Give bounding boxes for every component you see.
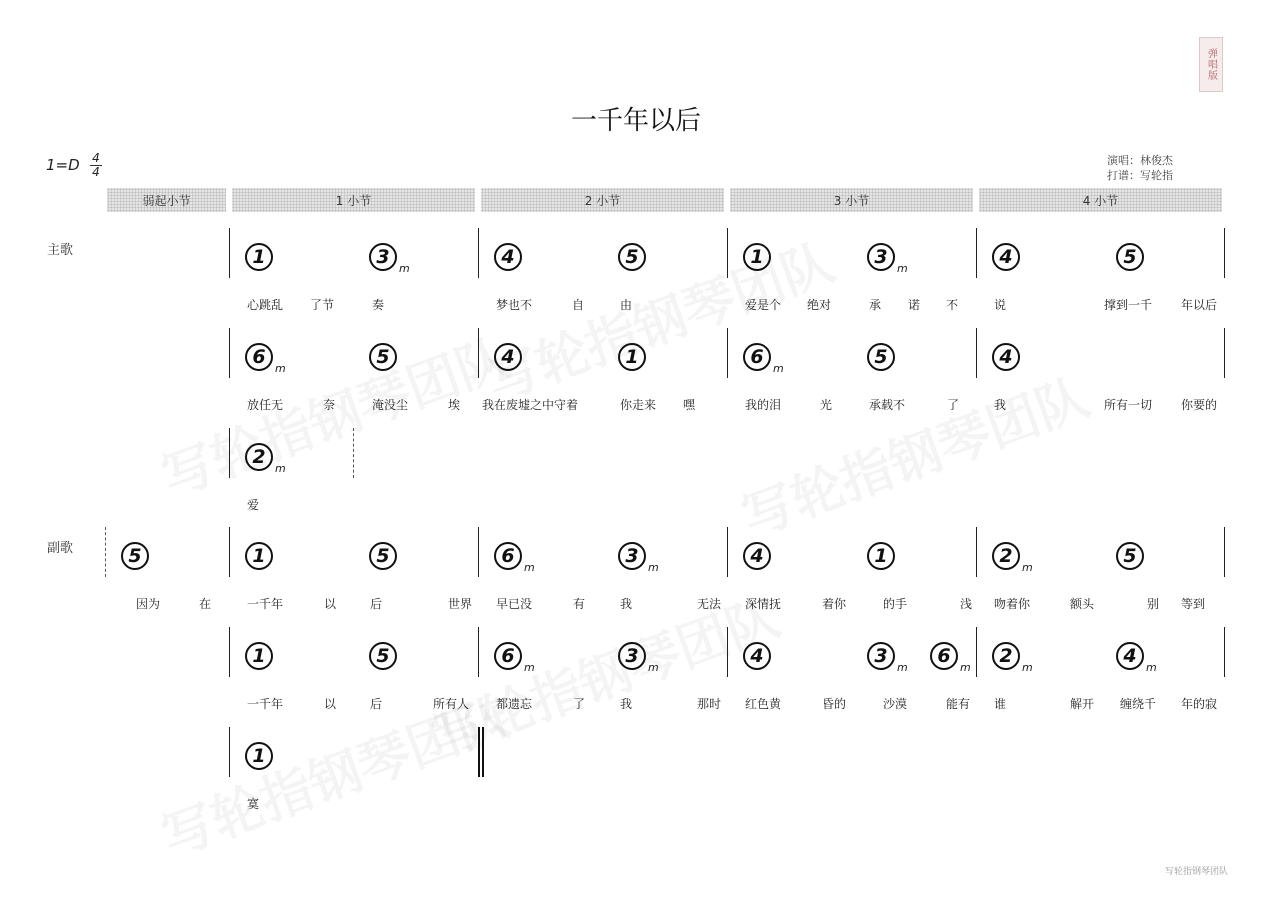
jianpu-note: 6 <box>743 343 771 371</box>
lyric-text: 无法 <box>697 597 722 611</box>
barline <box>478 727 480 777</box>
lyric-text: 能有 <box>946 697 971 711</box>
lyric-text: 了 <box>573 697 586 711</box>
lyric-text: 昏的 <box>822 697 847 711</box>
lyric-text: 吻着你 <box>994 597 1031 611</box>
minor-mark: m <box>524 561 535 574</box>
barline <box>229 627 230 677</box>
measure-header-3: 3 小节 <box>730 188 973 212</box>
lyric-text: 承载不 <box>869 398 906 412</box>
barline <box>976 228 977 278</box>
lyric-text: 承 <box>869 298 882 312</box>
barline <box>478 627 479 677</box>
lyric-text: 都遗忘 <box>496 697 533 711</box>
minor-mark: m <box>960 661 971 674</box>
lyric-text: 埃 <box>448 398 461 412</box>
lyric-text: 我在废墟之中守着 <box>482 398 579 412</box>
lyric-text: 了 <box>947 398 960 412</box>
jianpu-note: 4 <box>494 243 522 271</box>
lyric-text: 梦也不 <box>496 298 533 312</box>
minor-mark: m <box>1022 661 1033 674</box>
lyric-text: 以 <box>324 597 337 611</box>
jianpu-note: 6 <box>494 542 522 570</box>
jianpu-note: 1 <box>245 742 273 770</box>
lyric-text: 着你 <box>822 597 847 611</box>
lyric-text: 我 <box>620 697 633 711</box>
lyric-text: 在 <box>199 597 212 611</box>
time-signature-top: 4 <box>92 151 100 165</box>
lyric-text: 奏 <box>372 298 385 312</box>
lyric-text: 的手 <box>883 597 908 611</box>
jianpu-note: 4 <box>1116 642 1144 670</box>
lyric-text: 以 <box>324 697 337 711</box>
barline <box>727 527 728 577</box>
transcriber-credit: 打谱：写轮指 <box>1107 169 1173 182</box>
barline <box>976 527 977 577</box>
jianpu-note: 5 <box>618 243 646 271</box>
lyric-text: 你要的 <box>1181 398 1218 412</box>
jianpu-note: 1 <box>743 243 771 271</box>
jianpu-note: 2 <box>992 642 1020 670</box>
jianpu-note: 4 <box>992 243 1020 271</box>
minor-mark: m <box>897 661 908 674</box>
lyric-text: 说 <box>994 298 1007 312</box>
lyric-text: 后 <box>370 597 383 611</box>
barline <box>1224 328 1225 378</box>
lyric-text: 自 <box>572 298 585 312</box>
minor-mark: m <box>897 262 908 275</box>
lyric-text: 由 <box>620 298 633 312</box>
barline <box>1224 527 1225 577</box>
jianpu-note: 3 <box>618 642 646 670</box>
jianpu-note: 4 <box>494 343 522 371</box>
jianpu-note: 4 <box>992 343 1020 371</box>
jianpu-note: 5 <box>369 542 397 570</box>
jianpu-note: 5 <box>1116 542 1144 570</box>
barline <box>229 228 230 278</box>
lyric-text: 世界 <box>448 597 473 611</box>
lyric-text: 了节 <box>310 298 335 312</box>
minor-mark: m <box>1022 561 1033 574</box>
lyric-text: 别 <box>1147 597 1160 611</box>
lyric-text: 年以后 <box>1181 298 1218 312</box>
lyric-text: 嘿 <box>683 398 696 412</box>
lyric-text: 放任无 <box>247 398 284 412</box>
lyric-text: 心跳乱 <box>247 298 284 312</box>
song-title: 一千年以后 <box>570 106 701 136</box>
lyric-text: 因为 <box>136 597 161 611</box>
lyric-text: 绝对 <box>807 298 832 312</box>
lyric-text: 你走来 <box>620 398 657 412</box>
lyric-text: 我的泪 <box>745 398 782 412</box>
barline <box>482 727 484 777</box>
lyric-text: 有 <box>573 597 586 611</box>
barline <box>727 328 728 378</box>
lyric-text: 爱是个 <box>745 298 782 312</box>
barline <box>976 627 977 677</box>
lyric-text: 所有人 <box>433 697 470 711</box>
lyric-text: 额头 <box>1070 597 1095 611</box>
lyric-text: 后 <box>370 697 383 711</box>
lyric-text: 等到 <box>1181 597 1206 611</box>
lyric-text: 红色黄 <box>745 697 782 711</box>
jianpu-note: 1 <box>618 343 646 371</box>
barline <box>976 328 977 378</box>
lyric-text: 寞 <box>247 797 260 811</box>
barline <box>1224 228 1225 278</box>
watermark-text <box>420 575 788 770</box>
barline <box>229 527 230 577</box>
lyric-text: 我 <box>620 597 633 611</box>
barline <box>1224 627 1225 677</box>
minor-mark: m <box>773 362 784 375</box>
part-label-verse: 主歌 <box>47 243 74 258</box>
minor-mark: m <box>399 262 410 275</box>
jianpu-note: 2 <box>992 542 1020 570</box>
measure-header-4: 4 小节 <box>979 188 1222 212</box>
lyric-text: 一千年 <box>247 697 284 711</box>
measure-header-2: 2 小节 <box>481 188 724 212</box>
lyric-text: 爱 <box>247 498 260 512</box>
jianpu-note: 2 <box>245 443 273 471</box>
barline <box>478 228 479 278</box>
measure-header-1: 1 小节 <box>232 188 475 212</box>
time-signature-bottom: 4 <box>90 165 102 179</box>
part-label-chorus: 副歌 <box>47 541 74 556</box>
lyric-text: 我 <box>994 398 1007 412</box>
barline <box>229 428 230 478</box>
jianpu-note: 1 <box>867 542 895 570</box>
lyric-text: 光 <box>820 398 833 412</box>
barline <box>478 527 479 577</box>
lyric-text: 所有一切 <box>1104 398 1153 412</box>
key-signature: 1=D <box>46 156 80 174</box>
jianpu-note: 6 <box>494 642 522 670</box>
lyric-text: 早已没 <box>496 597 533 611</box>
lyric-text: 诺 <box>908 298 921 312</box>
jianpu-note: 3 <box>867 243 895 271</box>
watermark-text <box>475 220 843 415</box>
minor-mark: m <box>275 462 286 475</box>
measure-header-pickup: 弱起小节 <box>107 188 226 212</box>
jianpu-note: 1 <box>245 542 273 570</box>
jianpu-note: 1 <box>245 642 273 670</box>
minor-mark: m <box>524 661 535 674</box>
jianpu-note: 4 <box>743 542 771 570</box>
barline <box>229 328 230 378</box>
minor-mark: m <box>648 561 659 574</box>
lyric-text: 解开 <box>1070 697 1095 711</box>
minor-mark: m <box>275 362 286 375</box>
lyric-text: 不 <box>946 298 959 312</box>
jianpu-note: 6 <box>245 343 273 371</box>
lyric-text: 一千年 <box>247 597 284 611</box>
jianpu-note: 5 <box>867 343 895 371</box>
jianpu-note: 5 <box>1116 243 1144 271</box>
lyric-text: 谁 <box>994 697 1007 711</box>
jianpu-note: 5 <box>369 642 397 670</box>
minor-mark: m <box>1146 661 1157 674</box>
lyric-text: 撑到一千 <box>1104 298 1153 312</box>
lyric-text: 深情抚 <box>745 597 782 611</box>
lyric-text: 那时 <box>697 697 722 711</box>
lyric-text: 浅 <box>960 597 973 611</box>
edition-stamp: 弹唱版 <box>1199 37 1223 92</box>
barline <box>105 527 106 577</box>
barline <box>229 727 230 777</box>
jianpu-note: 3 <box>867 642 895 670</box>
minor-mark: m <box>648 661 659 674</box>
footer-mark: 写轮指钢琴团队 <box>1164 867 1228 877</box>
lyric-text: 缠绕千 <box>1120 697 1157 711</box>
lyric-text: 奈 <box>323 398 336 412</box>
lyric-text: 沙漠 <box>883 697 908 711</box>
lyric-text: 淹没尘 <box>372 398 409 412</box>
barline <box>727 627 728 677</box>
watermark-text <box>730 355 1098 550</box>
barline <box>353 428 354 478</box>
jianpu-note: 5 <box>369 343 397 371</box>
jianpu-note: 3 <box>618 542 646 570</box>
singer-credit: 演唱：林俊杰 <box>1107 154 1173 167</box>
jianpu-note: 1 <box>245 243 273 271</box>
barline <box>478 328 479 378</box>
jianpu-note: 6 <box>930 642 958 670</box>
jianpu-note: 5 <box>121 542 149 570</box>
jianpu-note: 3 <box>369 243 397 271</box>
jianpu-note: 4 <box>743 642 771 670</box>
time-signature <box>90 152 102 179</box>
lyric-text: 年的寂 <box>1181 697 1218 711</box>
barline <box>727 228 728 278</box>
